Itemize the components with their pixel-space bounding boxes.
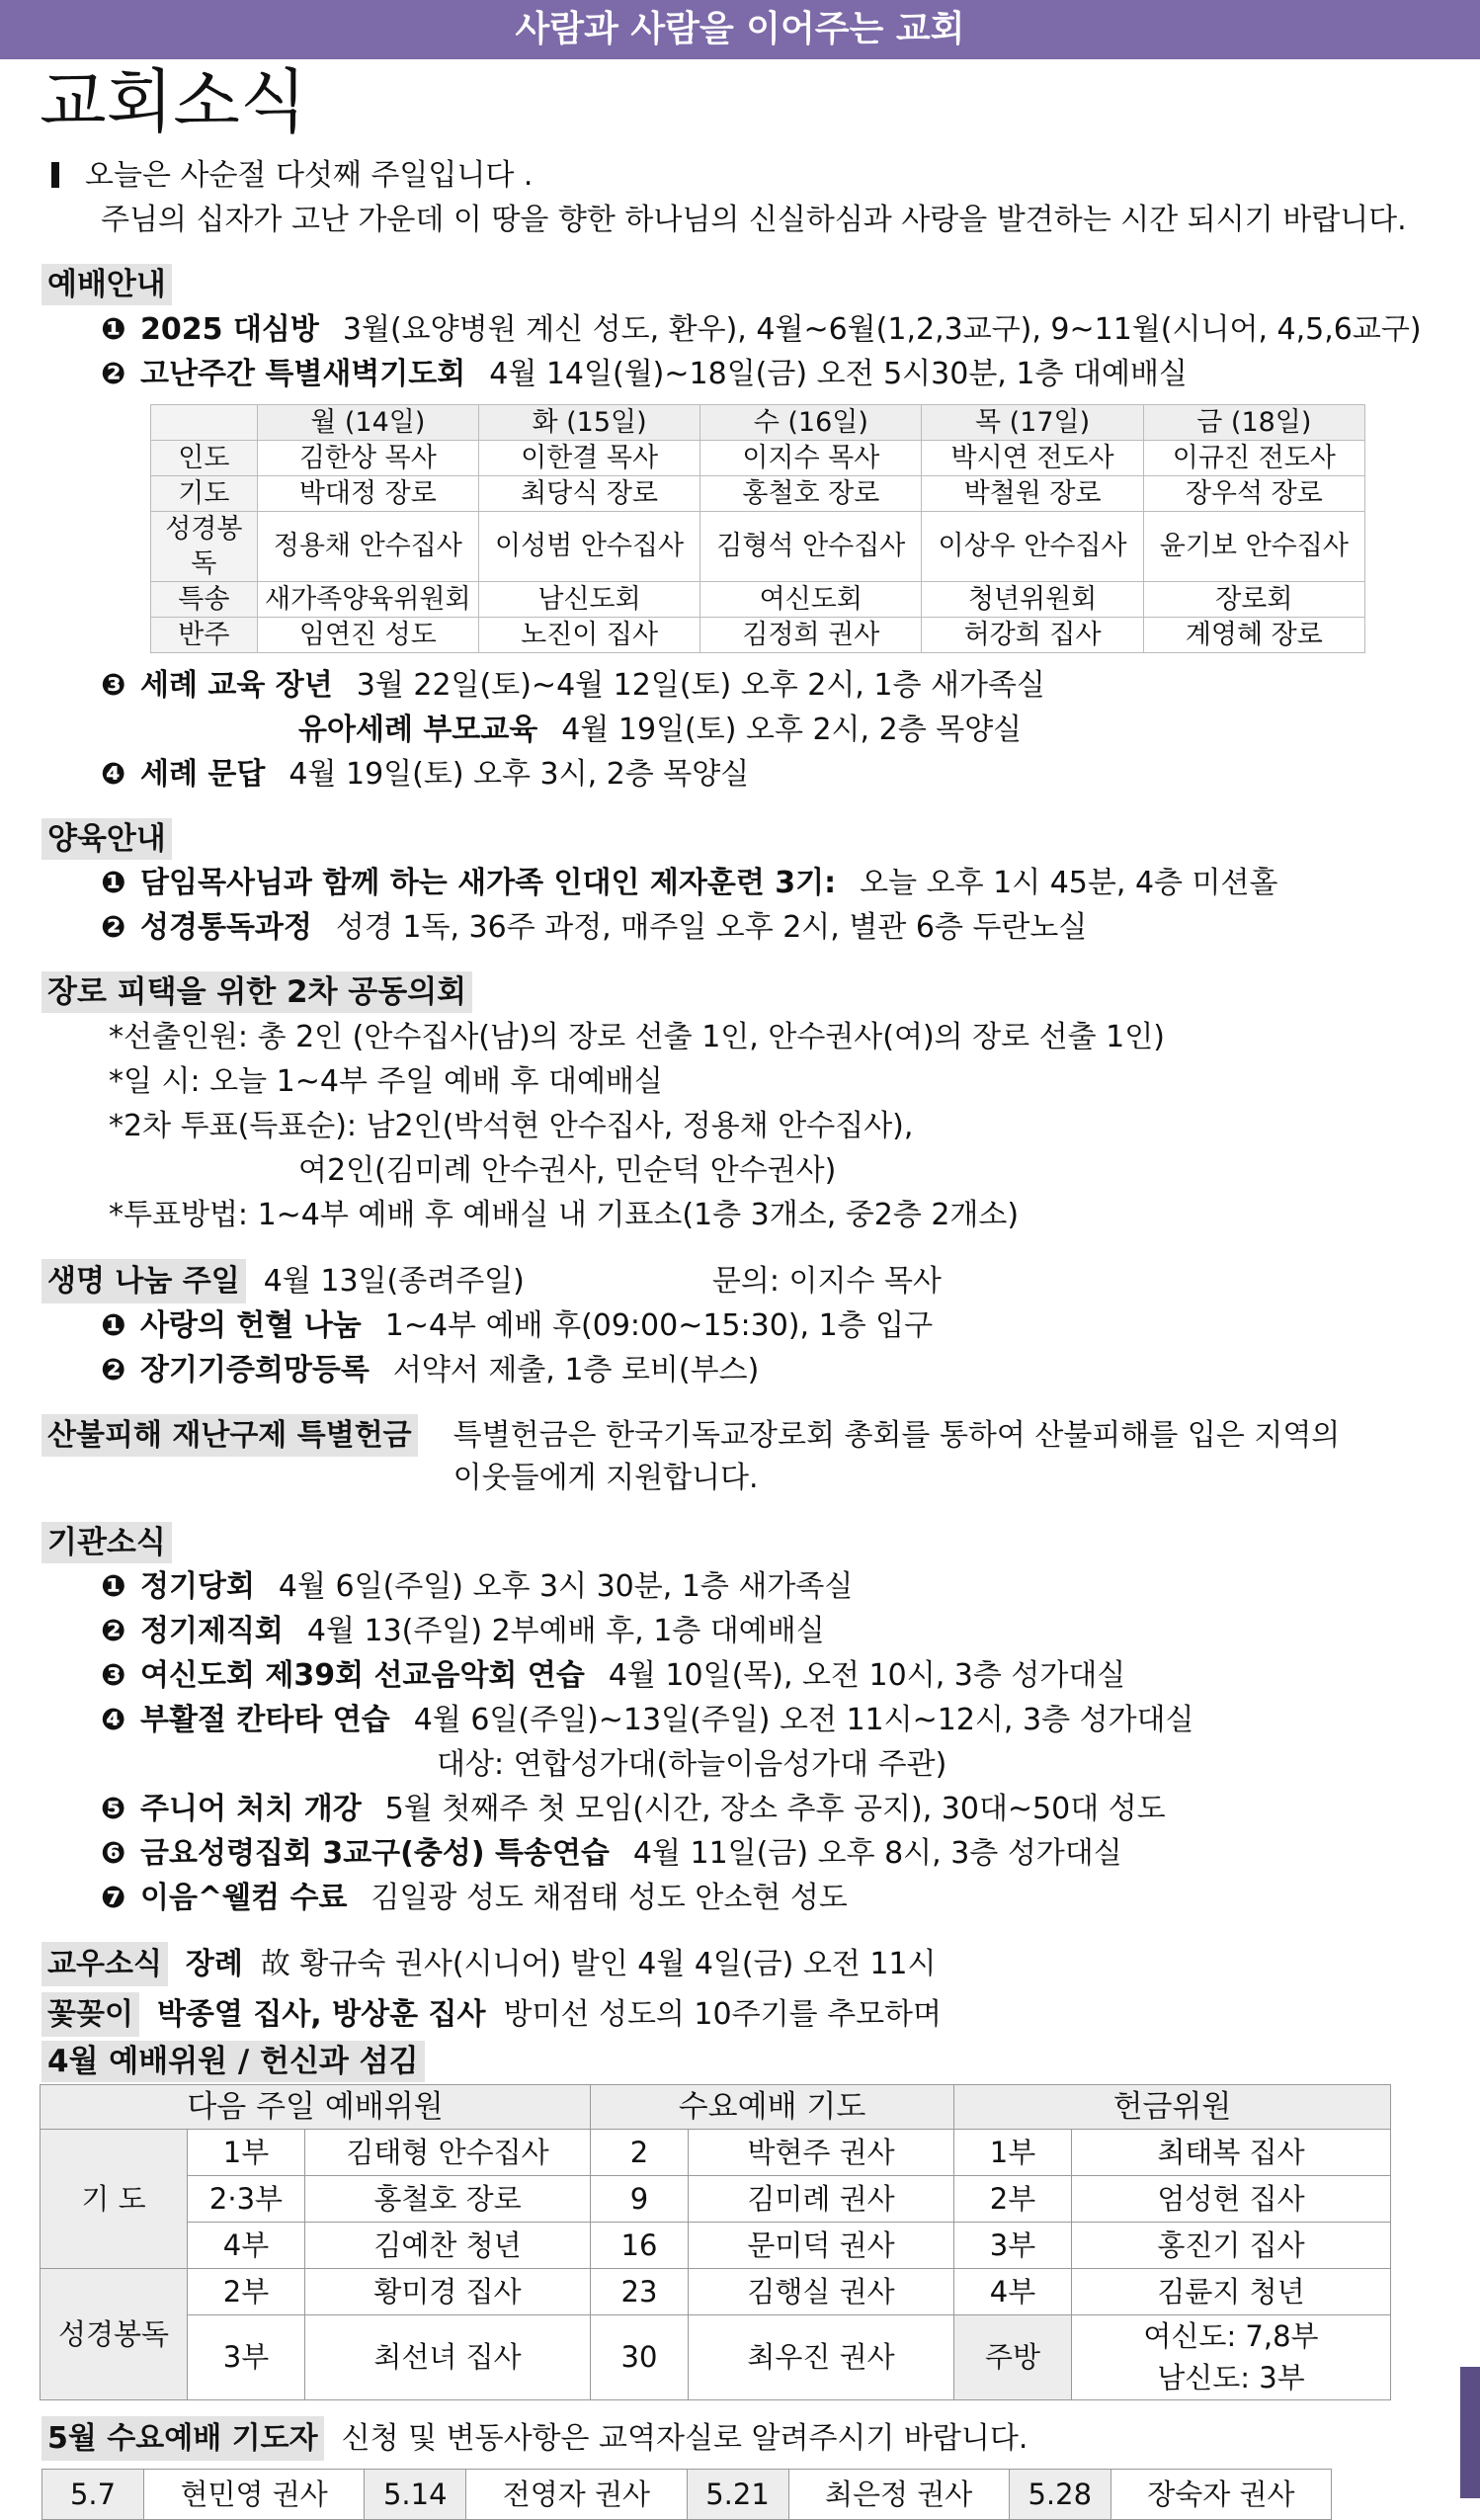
row-label: 인도: [151, 440, 258, 475]
date-cell: 2: [591, 2130, 689, 2176]
flower-text: 방미선 성도의 10주기를 추모하며: [503, 1997, 943, 2032]
number-marker: ❶: [101, 1307, 126, 1343]
table-cell: 장로회: [1143, 581, 1364, 617]
name-cell: 김예찬 청년: [305, 2223, 591, 2269]
table-cell: 윤기보 안수집사: [1143, 511, 1364, 581]
kitchen-women: 여신도: 7,8부: [1143, 2319, 1319, 2354]
name-cell: 박현주 권사: [689, 2130, 954, 2176]
name-cell: 현민영 권사: [144, 2469, 365, 2519]
schedule-corner: [151, 404, 258, 440]
row-label: 성경봉독: [151, 511, 258, 581]
org-heading: 기관소식: [41, 1522, 172, 1563]
table-cell: 김한상 목사: [257, 440, 478, 475]
part-cell: 3부: [188, 2315, 305, 2399]
row-label: 특송: [151, 581, 258, 617]
elder-line: *투표방법: 1~4부 예배 후 예배실 내 기표소(1층 3개소, 중2층 2개소): [109, 1197, 1020, 1232]
table-cell: 이지수 목사: [700, 440, 922, 475]
table-row: [41, 2176, 1391, 2223]
table-row: [42, 2469, 1332, 2519]
elder-line: *일 시: 오늘 1~4부 주일 예배 후 대예배실: [109, 1063, 663, 1099]
name-cell: 전영자 권사: [466, 2469, 687, 2519]
col-header: 다음 주일 예배위원: [41, 2084, 591, 2130]
item-text: 3월 22일(토)~4월 12일(토) 오후 2시, 1층 새가족실: [356, 667, 1045, 703]
item-text: 5월 첫째주 첫 모임(시간, 장소 추후 공지), 30대~50대 성도: [384, 1792, 1166, 1826]
item-text: 4월 6일(주일)~13일(주일) 오전 11시~12시, 3층 성가대실: [413, 1703, 1194, 1737]
april-volunteers-section: [41, 2041, 1365, 2400]
item-title: 정기당회: [140, 1569, 255, 1604]
part-cell: 3부: [954, 2223, 1072, 2269]
item-text: 4월 6일(주일) 오후 3시 30분, 1층 새가족실: [278, 1569, 854, 1604]
date-cell: 5.21: [687, 2469, 788, 2519]
name-cell: 최선녀 집사: [305, 2315, 591, 2399]
number-marker: ❷: [101, 356, 126, 391]
table-row: [41, 2130, 1391, 2176]
side-accent-bar: [1460, 2367, 1480, 2498]
member-label: 장례: [185, 1947, 243, 1981]
april-volunteers-table: [40, 2084, 1391, 2400]
item-title: 이음^웰컴 수료: [140, 1881, 348, 1915]
kitchen-men: 남신도: 3부: [1157, 2361, 1305, 2395]
item-title: 성경통독과정: [140, 910, 312, 945]
item-text: 4월 10일(목), 오전 10시, 3층 성가대실: [608, 1658, 1126, 1693]
church-banner: 사람과 사람을 이어주는 교회: [0, 0, 1480, 59]
wildfire-heading: 산불피해 재난구제 특별헌금: [41, 1414, 418, 1458]
part-cell: 4부: [188, 2223, 305, 2269]
item-text: 대상: 연합성가대(하늘이음성가대 주관): [437, 1747, 947, 1782]
org-news-section: [41, 1522, 1365, 1921]
elder-line: 여2인(김미례 안수권사, 민순덕 안수권사): [298, 1152, 837, 1188]
item-text: 1~4부 예배 후(09:00~15:30), 1층 입구: [384, 1307, 934, 1343]
part-cell: 2부: [954, 2176, 1072, 2223]
row-label: 기도: [151, 475, 258, 511]
flower-section: [41, 1992, 1365, 2037]
name-cell: 엄성현 집사: [1072, 2176, 1391, 2223]
elder-election-section: [41, 971, 1365, 1237]
news-content: [41, 153, 1422, 2520]
name-cell: 홍진기 집사: [1072, 2223, 1391, 2269]
item-title: 유아세례 부모교육: [298, 712, 538, 747]
nurture-heading: 양육안내: [41, 818, 172, 860]
item-title: 주니어 처치 개강: [140, 1792, 362, 1826]
name-cell: 최우진 권사: [689, 2315, 954, 2399]
number-marker: ❶: [101, 311, 126, 347]
row-label: 반주: [151, 617, 258, 652]
prayer-label: 기 도: [41, 2130, 188, 2269]
part-cell: 4부: [954, 2269, 1072, 2315]
table-cell: 남신도회: [478, 581, 699, 617]
bullet-marker: [51, 162, 59, 188]
name-cell: 김륜지 청년: [1072, 2269, 1391, 2315]
date-cell: 9: [591, 2176, 689, 2223]
name-cell: 문미덕 권사: [689, 2223, 954, 2269]
table-cell: 계영혜 장로: [1143, 617, 1364, 652]
table-row: [151, 581, 1365, 617]
reading-label: 성경봉독: [41, 2269, 188, 2399]
schedule-col-header: 금 (18일): [1143, 404, 1364, 440]
part-cell: 2·3부: [188, 2176, 305, 2223]
table-cell: 허강희 집사: [922, 617, 1143, 652]
number-marker: ❷: [101, 910, 126, 945]
worship-guide-section: [41, 264, 1422, 797]
page-title: 교회소식: [40, 61, 307, 142]
date-cell: 30: [591, 2315, 689, 2399]
number-marker: ❸: [101, 667, 126, 703]
item-title: 고난주간 특별새벽기도회: [140, 356, 466, 391]
name-cell: 황미경 집사: [305, 2269, 591, 2315]
member-heading: 교우소식: [41, 1942, 168, 1986]
part-cell: 1부: [188, 2130, 305, 2176]
item-text: 4월 14일(월)~18일(금) 오전 5시30분, 1층 대예배실: [489, 356, 1188, 391]
number-marker: ❷: [101, 1614, 126, 1648]
name-cell: 김태형 안수집사: [305, 2130, 591, 2176]
item-title: 정기제직회: [140, 1614, 284, 1648]
item-text: 김일광 성도 채점태 성도 안소현 성도: [370, 1881, 848, 1915]
name-cell: 최태복 집사: [1072, 2130, 1391, 2176]
table-cell: 이규진 전도사: [1143, 440, 1364, 475]
part-cell: 2부: [188, 2269, 305, 2315]
schedule-col-header: 목 (17일): [922, 404, 1143, 440]
item-title: 담임목사님과 함께 하는 새가족 인대인 제자훈련 3기:: [140, 866, 837, 900]
kitchen-label: 주방: [954, 2315, 1072, 2399]
date-cell: 16: [591, 2223, 689, 2269]
item-title: 사랑의 헌혈 나눔: [140, 1307, 362, 1343]
table-cell: 새가족양육위원회: [257, 581, 478, 617]
may-prayer-section: [41, 2416, 1365, 2520]
date-cell: 5.7: [42, 2469, 144, 2519]
table-cell: 이한결 목사: [478, 440, 699, 475]
table-cell: 최당식 장로: [478, 475, 699, 511]
number-marker: ❸: [101, 1658, 126, 1693]
item-text: 4월 11일(금) 오후 8시, 3층 성가대실: [632, 1836, 1122, 1871]
table-cell: 이상우 안수집사: [922, 511, 1143, 581]
table-row: [41, 2315, 1391, 2399]
elder-heading: 장로 피택을 위한 2차 공동의회: [41, 971, 472, 1013]
name-cell: 장숙자 권사: [1110, 2469, 1331, 2519]
number-marker: ❹: [101, 1703, 126, 1737]
table-cell: 노진이 집사: [478, 617, 699, 652]
table-cell: 임연진 성도: [257, 617, 478, 652]
life-sharing-section: [41, 1259, 1365, 1392]
table-cell: 이성범 안수집사: [478, 511, 699, 581]
dawn-prayer-schedule-table: [150, 404, 1365, 653]
name-cell: 김행실 권사: [689, 2269, 954, 2315]
table-row: [151, 617, 1365, 652]
item-title: 금요성령집회 3교구(충성) 특송연습: [140, 1836, 610, 1871]
date-cell: 5.28: [1009, 2469, 1110, 2519]
part-cell: 1부: [954, 2130, 1072, 2176]
kitchen-cell: [1072, 2315, 1391, 2399]
name-cell: 김미례 권사: [689, 2176, 954, 2223]
flower-heading: 꽃꽂이: [41, 1992, 139, 2037]
member-news-section: [41, 1942, 1365, 1986]
item-text: 4월 19일(토) 오후 2시, 2층 목양실: [561, 712, 1023, 747]
number-marker: ❶: [101, 866, 126, 900]
col-header: 수요예배 기도: [591, 2084, 954, 2130]
number-marker: ❻: [101, 1836, 126, 1871]
table-row: [41, 2269, 1391, 2315]
item-text: 4월 19일(토) 오후 3시, 2층 목양실: [288, 756, 750, 792]
item-title: 세례 교육 장년: [140, 667, 333, 703]
table-cell: 청년위원회: [922, 581, 1143, 617]
table-cell: 김정희 권사: [700, 617, 922, 652]
number-marker: ❶: [101, 1569, 126, 1604]
col-header: 헌금위원: [954, 2084, 1391, 2130]
intro-section: [41, 153, 1407, 242]
item-title: 장기기증희망등록: [140, 1352, 370, 1387]
schedule-col-header: 수 (16일): [700, 404, 922, 440]
date-cell: 23: [591, 2269, 689, 2315]
item-title: 세례 문답: [140, 756, 266, 792]
table-cell: 정용채 안수집사: [257, 511, 478, 581]
wildfire-section: [41, 1414, 1365, 1500]
elder-line: *선출인원: 총 2인 (안수집사(남)의 장로 선출 1인, 안수권사(여)의 장로 선출 1인): [109, 1019, 1165, 1054]
life-heading: 생명 나눔 주일: [41, 1259, 246, 1303]
may-note: 신청 및 변동사항은 교역자실로 알려주시기 바랍니다.: [341, 2420, 1028, 2456]
table-row: [151, 440, 1365, 475]
number-marker: ❹: [101, 756, 126, 792]
item-text: 3월(요양병원 계신 성도, 환우), 4월~6월(1,2,3교구), 9~11월(시니어, 4,5,6교구): [342, 311, 1422, 347]
may-heading: 5월 수요예배 기도자: [41, 2416, 324, 2461]
item-title: 부활절 칸타타 연습: [140, 1703, 390, 1737]
number-marker: ❷: [101, 1352, 126, 1387]
name-cell: 홍철호 장로: [305, 2176, 591, 2223]
member-text: 故 황규숙 권사(시니어) 발인 4월 4일(금) 오전 11시: [260, 1947, 937, 1981]
item-text: 4월 13(주일) 2부예배 후, 1층 대예배실: [306, 1614, 825, 1648]
april-heading: 4월 예배위원 / 헌신과 섬김: [41, 2041, 425, 2082]
number-marker: ❼: [101, 1881, 126, 1915]
intro-line2: 주님의 십자가 고난 가운데 이 땅을 향한 하나님의 신실하심과 사랑을 발견하는 시간 되시기 바랍니다.: [101, 203, 1407, 237]
life-date: 4월 13일(종려주일): [263, 1263, 525, 1299]
may-prayer-table: [41, 2469, 1332, 2520]
table-cell: 박시연 전도사: [922, 440, 1143, 475]
intro-line1: 오늘은 사순절 다섯째 주일입니다 .: [85, 158, 534, 193]
item-text: 오늘 오후 1시 45분, 4층 미션홀: [860, 866, 1278, 900]
table-cell: 홍철호 장로: [700, 475, 922, 511]
table-cell: 장우석 장로: [1143, 475, 1364, 511]
life-contact: 문의: 이지수 목사: [711, 1263, 942, 1299]
wildfire-text: 특별헌금은 한국기독교장로회 총회를 통하여 산불피해를 입은 지역의 이웃들에게 지원합니다.: [452, 1417, 1341, 1495]
table-cell: 박철원 장로: [922, 475, 1143, 511]
number-marker: ❺: [101, 1792, 126, 1826]
table-cell: 박대정 장로: [257, 475, 478, 511]
item-title: 2025 대심방: [140, 311, 319, 347]
flower-names: 박종열 집사, 방상훈 집사: [156, 1997, 486, 2032]
table-row: [151, 475, 1365, 511]
elder-line: *2차 투표(득표순): 남2인(박석현 안수집사, 정용채 안수집사),: [109, 1108, 914, 1143]
schedule-col-header: 화 (15일): [478, 404, 699, 440]
table-cell: 김형석 안수집사: [700, 511, 922, 581]
name-cell: 최은정 권사: [788, 2469, 1009, 2519]
item-text: 성경 1독, 36주 과정, 매주일 오후 2시, 별관 6층 두란노실: [335, 910, 1088, 945]
worship-guide-heading: 예배안내: [41, 264, 172, 305]
table-cell: 여신도회: [700, 581, 922, 617]
item-title: 여신도회 제39회 선교음악회 연습: [140, 1658, 585, 1693]
table-row: [151, 511, 1365, 581]
table-row: [41, 2223, 1391, 2269]
date-cell: 5.14: [365, 2469, 466, 2519]
nurture-section: [41, 818, 1365, 951]
item-text: 서약서 제출, 1층 로비(부스): [392, 1352, 760, 1387]
schedule-col-header: 월 (14일): [257, 404, 478, 440]
